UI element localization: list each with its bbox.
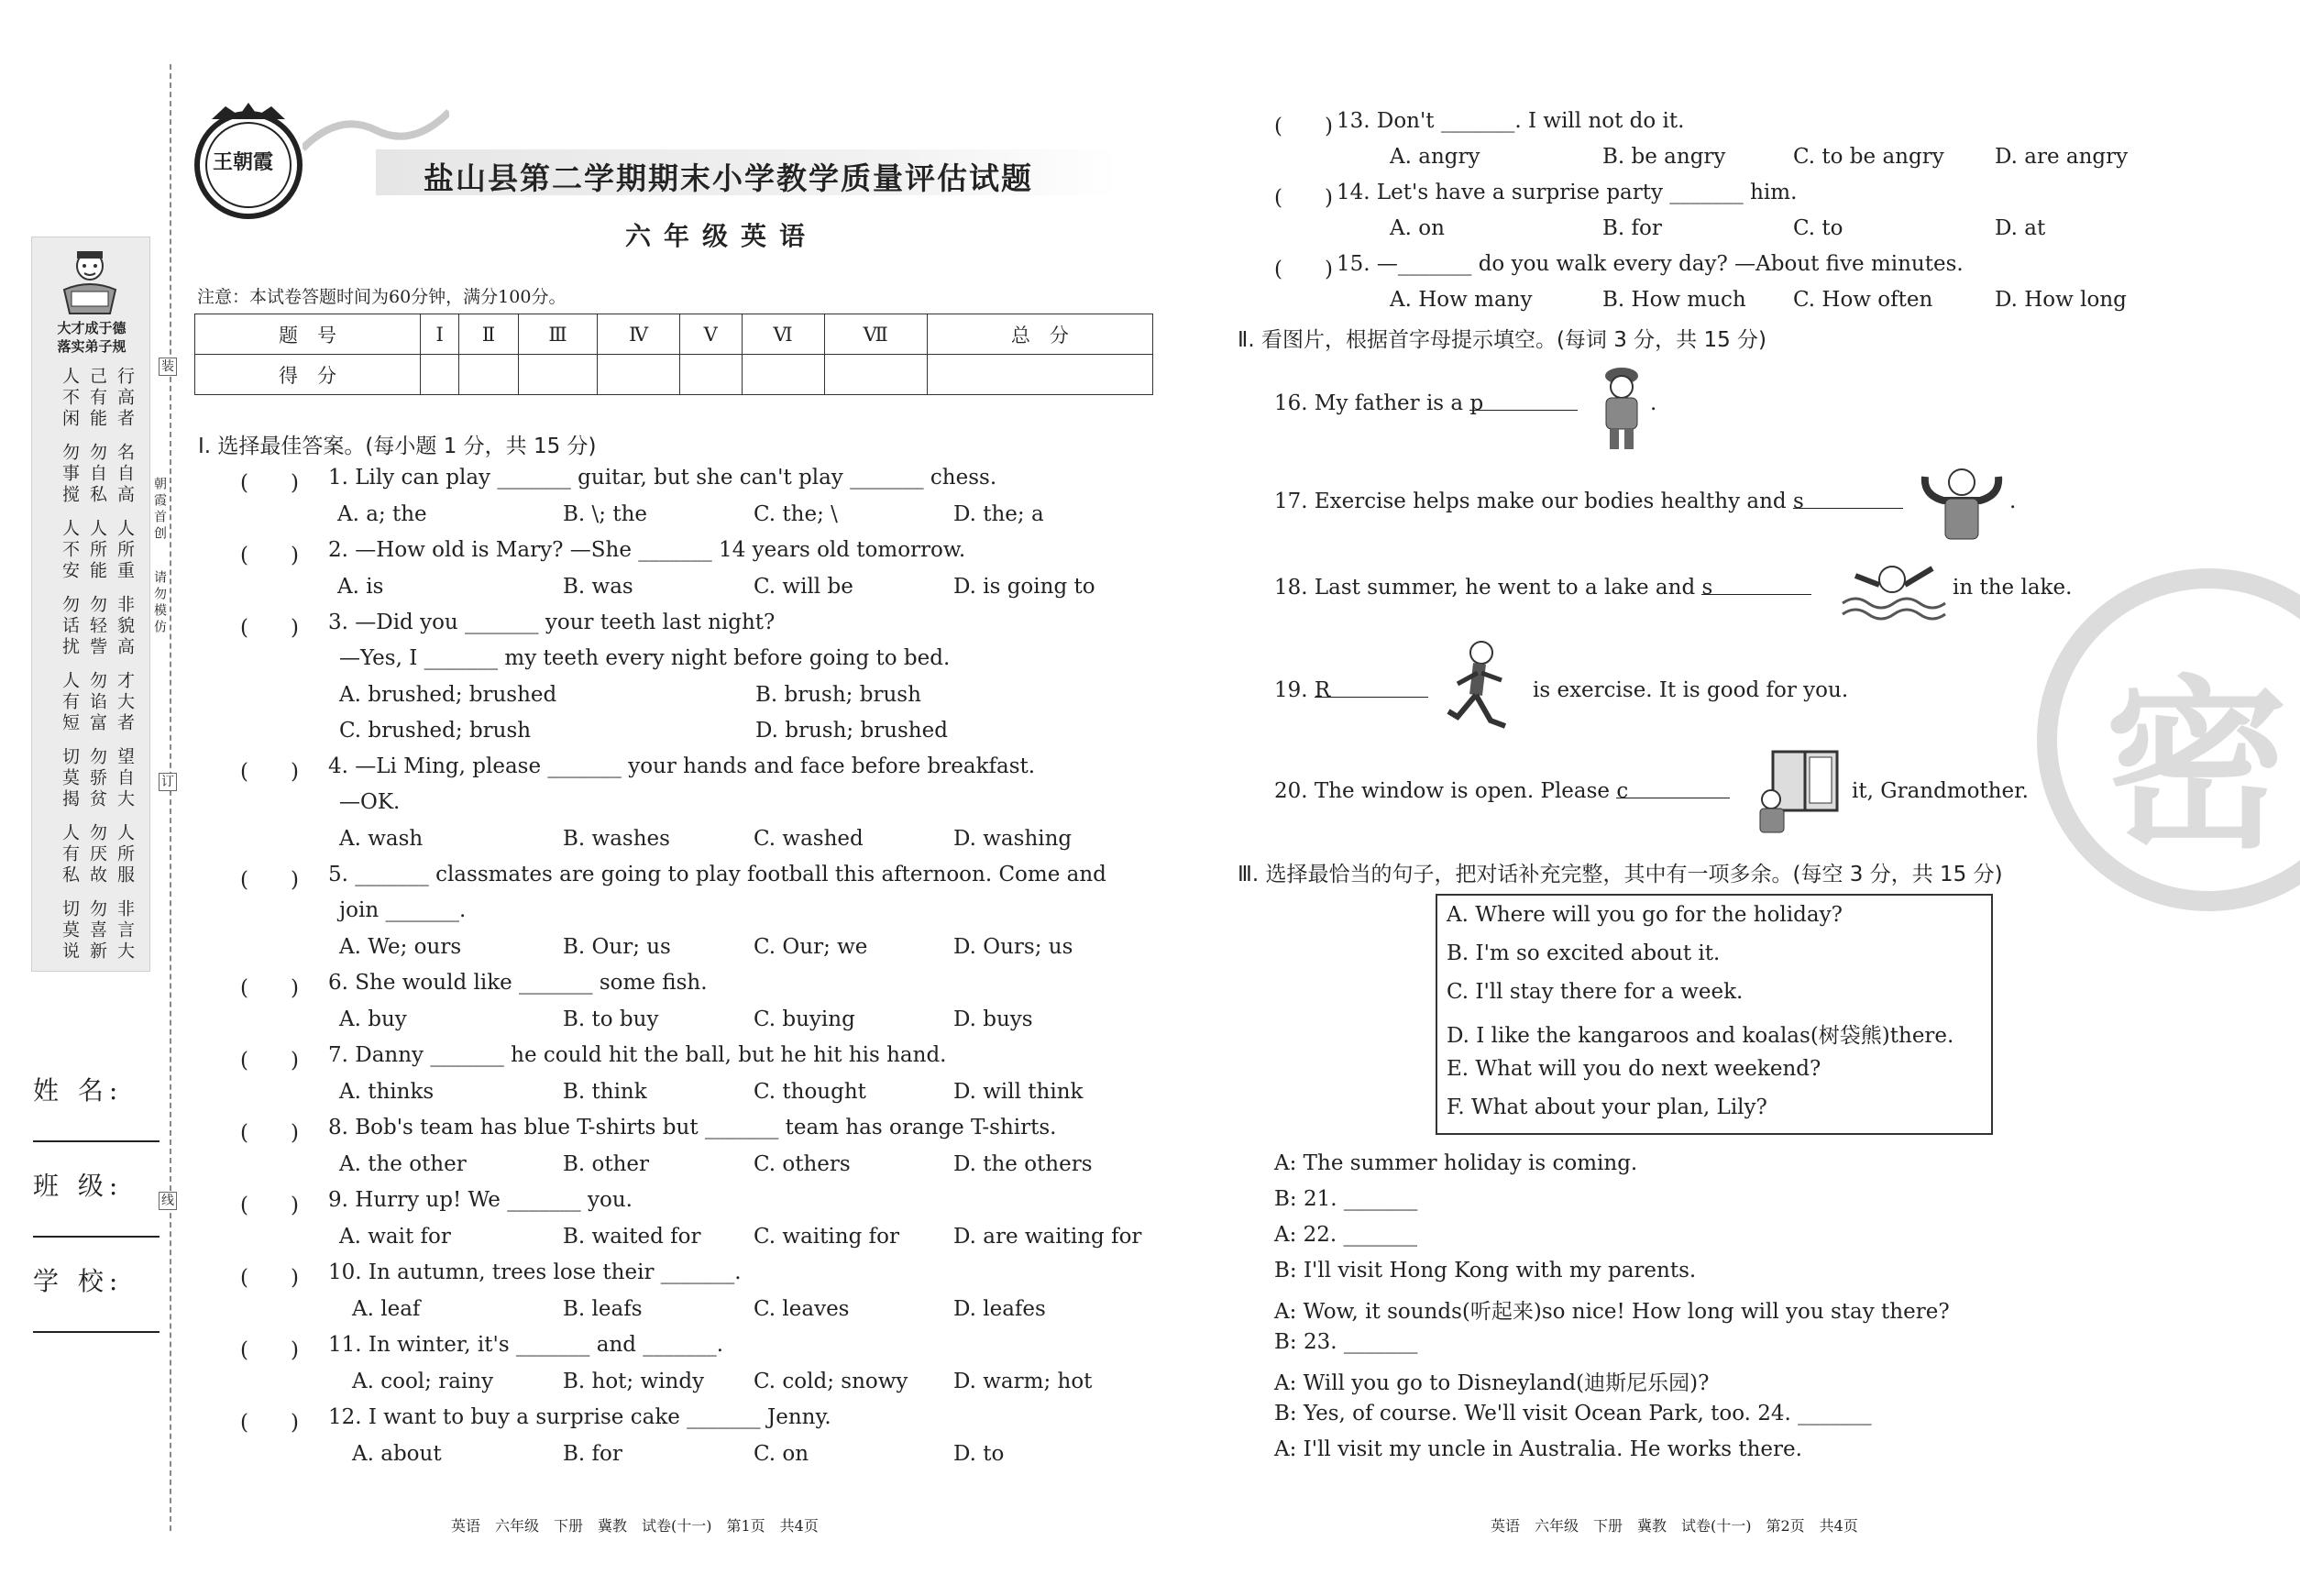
score-header-cell: Ⅳ — [598, 314, 679, 355]
option[interactable]: C. thought — [754, 1080, 866, 1104]
score-cell[interactable] — [518, 355, 598, 395]
dialogue-line: A: Wow, it sounds(听起来)so nice! How long will you stay there? — [1274, 1300, 1950, 1324]
rule-text: 勿谄富 — [87, 671, 107, 734]
answer-paren[interactable]: ( ) — [240, 1194, 299, 1217]
fill-item-suffix: . — [2009, 490, 2017, 513]
answer-paren[interactable]: ( ) — [240, 976, 299, 1000]
section1-heading: Ⅰ. 选择最佳答案。(每小题 1 分，共 15 分) — [198, 435, 597, 458]
dialogue-line: A: The summer holiday is coming. — [1274, 1151, 1638, 1175]
option[interactable]: D. washing — [953, 827, 1073, 851]
option[interactable]: A. wash — [339, 827, 424, 851]
option[interactable]: B. for — [1602, 216, 1662, 240]
rule-text: 非貌高 — [115, 595, 135, 658]
seal-character: 密 — [2105, 660, 2289, 874]
option[interactable]: D. the; a — [953, 502, 1044, 526]
answer-paren[interactable]: ( ) — [240, 1411, 299, 1435]
option[interactable]: A. about — [352, 1442, 442, 1466]
rule-text: 人所重 — [115, 519, 135, 582]
fill-item-suffix: is exercise. It is good for you. — [1533, 678, 1849, 702]
rule-text: 勿事搅 — [60, 443, 80, 506]
page-footer: 英语 六年级 下册 冀教 试卷(十一) 第2页 共4页 — [1491, 1517, 1858, 1535]
score-header-cell: Ⅴ — [679, 314, 742, 355]
section2-heading: Ⅱ. 看图片，根据首字母提示填空。(每词 3 分，共 15 分) — [1238, 328, 1767, 352]
option[interactable]: A. a; the — [337, 502, 427, 526]
rule-text: 勿轻訾 — [87, 595, 107, 658]
answer-paren[interactable]: ( ) — [240, 544, 299, 567]
option[interactable]: C. on — [754, 1442, 809, 1466]
option[interactable]: C. waiting for — [754, 1225, 899, 1249]
fill-letter: c — [1616, 779, 1629, 803]
option[interactable]: D. How long — [1995, 288, 2127, 312]
fold-note: 朝霞首创 — [152, 477, 167, 543]
option[interactable]: A. leaf — [352, 1297, 421, 1321]
dialogue-line: B: I'll visit Hong Kong with my parents. — [1274, 1259, 1697, 1282]
option[interactable]: A. wait for — [339, 1225, 451, 1249]
question-stem: 7. Danny _______ he could hit the ball, but he hit his hand. — [328, 1043, 947, 1067]
score-cell[interactable] — [742, 355, 824, 395]
rule-text: 望自大 — [115, 747, 135, 810]
question-stem: 9. Hurry up! We _______ you. — [328, 1188, 633, 1212]
option[interactable]: B. \; the — [563, 502, 647, 526]
option[interactable]: B. washes — [563, 827, 670, 851]
option[interactable]: D. brush; brushed — [755, 719, 948, 743]
option[interactable]: C. the; \ — [754, 502, 838, 526]
answer-paren[interactable]: ( ) — [240, 1049, 299, 1073]
option[interactable]: C. leaves — [754, 1297, 850, 1321]
option[interactable]: D. Ours; us — [953, 935, 1073, 959]
option[interactable]: D. will think — [953, 1080, 1084, 1104]
dialogue-line[interactable]: B: Yes, of course. We'll visit Ocean Park, too. 24. _______ — [1274, 1402, 1872, 1425]
fill-item-16 — [1274, 391, 1578, 415]
question-stem-line2: —Yes, I _______ my teeth every night before going to bed. — [339, 646, 951, 670]
rule-text: 勿骄贫 — [87, 747, 107, 810]
fill-item-17 — [1274, 490, 1903, 513]
fill-blank[interactable] — [1314, 678, 1428, 702]
option[interactable]: C. others — [754, 1152, 851, 1176]
option[interactable]: A. How many — [1390, 288, 1533, 312]
answer-paren[interactable]: ( ) — [240, 1121, 299, 1145]
option[interactable]: C. buying — [754, 1007, 855, 1031]
answer-paren[interactable]: ( ) — [1274, 115, 1333, 138]
option[interactable]: B. was — [563, 575, 633, 599]
fold-marker: 订 — [159, 773, 177, 791]
motto-line-2: 落实弟子规 — [57, 338, 127, 355]
motto-line-1: 大才成于德 — [57, 320, 127, 336]
option[interactable]: C. Our; we — [754, 935, 868, 959]
answer-paren[interactable]: ( ) — [240, 471, 299, 495]
rule-text: 人不安 — [60, 519, 80, 582]
rule-text: 勿话扰 — [60, 595, 80, 658]
option[interactable]: D. to — [953, 1442, 1005, 1466]
fold-marker: 装 — [159, 358, 177, 376]
question-stem: 11. In winter, it's _______ and _______. — [328, 1333, 724, 1357]
school-label: 学 校: — [33, 1266, 124, 1296]
answer-paren[interactable]: ( ) — [240, 868, 299, 892]
score-cell[interactable] — [598, 355, 679, 395]
option[interactable]: C. washed — [754, 827, 864, 851]
score-row-label: 得 分 — [195, 355, 421, 395]
binding-dashed-line — [170, 64, 171, 1531]
fold-marker: 线 — [159, 1192, 177, 1210]
fill-item-20 — [1274, 779, 1730, 803]
dialogue-line: A: I'll visit my uncle in Australia. He works there. — [1274, 1437, 1802, 1461]
answer-paren[interactable]: ( ) — [240, 760, 299, 784]
option[interactable]: B. to buy — [563, 1007, 659, 1031]
dialogue-line[interactable]: B: 23. _______ — [1274, 1330, 1418, 1354]
policeman-picture-icon — [1593, 358, 1650, 453]
rule-text: 己有能 — [87, 367, 107, 430]
rule-text: 人有私 — [60, 823, 80, 886]
name-field[interactable] — [33, 1140, 160, 1142]
score-cell[interactable] — [459, 355, 518, 395]
rule-text: 勿厌故 — [87, 823, 107, 886]
fill-item-19 — [1274, 678, 1428, 702]
rule-text: 人所能 — [87, 519, 107, 582]
dialogue-line[interactable]: B: 21. _______ — [1274, 1187, 1418, 1211]
score-header-cell: 总 分 — [927, 314, 1152, 355]
question-stem: 2. —How old is Mary? —She _______ 14 years old tomorrow. — [328, 538, 966, 562]
option[interactable]: B. hot; windy — [563, 1370, 705, 1393]
class-field[interactable] — [33, 1236, 160, 1238]
rule-text: 名自高 — [115, 443, 135, 506]
exam-subtitle: 六年级英语 — [625, 221, 819, 251]
option[interactable]: A. buy — [339, 1007, 407, 1031]
question-stem-line2: join _______. — [339, 898, 467, 922]
rule-text: 勿喜新 — [87, 899, 107, 963]
runner-picture-icon — [1445, 638, 1513, 739]
question-stem: 15. —_______ do you walk every day? —About five minutes. — [1337, 252, 1964, 276]
score-cell[interactable] — [927, 355, 1152, 395]
question-stem: 3. —Did you _______ your teeth last night? — [328, 611, 776, 634]
fill-item-prefix: 20. The window is open. Please — [1274, 779, 1611, 803]
question-stem: 13. Don't _______. I will not do it. — [1337, 109, 1685, 133]
option[interactable]: D. buys — [953, 1007, 1033, 1031]
question-stem: 8. Bob's team has blue T-shirts but _______ team has orange T-shirts. — [328, 1116, 1057, 1139]
option[interactable]: D. at — [1995, 216, 2046, 240]
option[interactable]: C. How often — [1793, 288, 1933, 312]
fill-item-suffix: it, Grandmother. — [1852, 779, 2029, 803]
score-header-cell: Ⅰ — [421, 314, 459, 355]
rule-text: 非言大 — [115, 899, 135, 963]
option[interactable]: A. thinks — [339, 1080, 435, 1104]
question-stem: 12. I want to buy a surprise cake _______ Jenny. — [328, 1405, 831, 1429]
choice-item[interactable]: F. What about your plan, Lily? — [1447, 1095, 1767, 1119]
option[interactable]: C. to be angry — [1793, 145, 1944, 169]
answer-paren[interactable]: ( ) — [240, 1338, 299, 1362]
fill-item-prefix: 18. Last summer, he went to a lake and — [1274, 576, 1696, 600]
score-cell[interactable] — [824, 355, 927, 395]
choice-item[interactable]: D. I like the kangaroos and koalas(树袋熊)there. — [1447, 1024, 1954, 1048]
fill-letter: s — [1701, 576, 1713, 600]
choice-item[interactable]: C. I'll stay there for a week. — [1447, 980, 1744, 1004]
score-cell[interactable] — [679, 355, 742, 395]
option[interactable]: A. cool; rainy — [352, 1370, 494, 1393]
fill-item-prefix: 17. Exercise helps make our bodies healthy and — [1274, 490, 1787, 513]
option[interactable]: B. How much — [1602, 288, 1746, 312]
score-header-cell: Ⅱ — [459, 314, 518, 355]
sentence-choice-box — [1436, 894, 1993, 1135]
choice-item[interactable]: B. I'm so excited about it. — [1447, 941, 1721, 965]
rule-text: 人不闲 — [60, 367, 80, 430]
option[interactable]: C. cold; snowy — [754, 1370, 908, 1393]
option[interactable]: A. is — [337, 575, 384, 599]
score-table-score-row — [195, 355, 1153, 395]
rule-text: 切莫揭 — [60, 747, 80, 810]
rule-text: 切莫说 — [60, 899, 80, 963]
name-label: 姓 名: — [33, 1075, 124, 1106]
score-header-cell: 题 号 — [195, 314, 421, 355]
option[interactable]: B. Our; us — [563, 935, 671, 959]
class-label: 班 级: — [33, 1171, 124, 1201]
rule-text: 勿自私 — [87, 443, 107, 506]
score-header-cell: Ⅶ — [824, 314, 927, 355]
option[interactable]: D. are waiting for — [953, 1225, 1142, 1249]
fill-letter: R — [1314, 678, 1331, 702]
fold-note: 请勿模仿 — [152, 570, 167, 636]
fill-item-suffix: in the lake. — [1953, 576, 2073, 600]
fill-item-prefix: 19. — [1274, 678, 1308, 702]
option[interactable]: A. We; ours — [339, 935, 462, 959]
rules-grid — [53, 367, 136, 963]
option[interactable]: A. brushed; brushed — [339, 683, 557, 707]
student-info — [33, 1071, 160, 1333]
exam-title: 盐山县第二学期期末小学教学质量评估试题 — [424, 160, 1033, 196]
scholar-figure-icon — [53, 246, 127, 317]
option[interactable]: A. the other — [339, 1152, 467, 1176]
option[interactable]: B. leafs — [563, 1297, 643, 1321]
exam-note: 注意：本试卷答题时间为60分钟，满分100分。 — [197, 287, 567, 307]
rule-text: 人有短 — [60, 671, 80, 734]
rule-text: 行高者 — [115, 367, 135, 430]
strongman-picture-icon — [1916, 458, 2008, 543]
question-stem: 14. Let's have a surprise party _______ him. — [1337, 181, 1798, 204]
fill-item-suffix: . — [1650, 391, 1657, 415]
fill-blank[interactable] — [1469, 391, 1578, 415]
window-picture-icon — [1755, 746, 1846, 834]
fill-item-18 — [1274, 576, 1811, 600]
question-stem: 1. Lily can play _______ guitar, but she can't play _______ chess. — [328, 466, 997, 490]
question-stem-line2: —OK. — [339, 790, 401, 814]
option[interactable]: B. be angry — [1602, 145, 1726, 169]
section3-heading: Ⅲ. 选择最恰当的句子，把对话补充完整，其中有一项多余。(每空 3 分，共 15 分) — [1238, 863, 2003, 886]
option[interactable]: D. leafes — [953, 1297, 1046, 1321]
rule-text: 才大者 — [115, 671, 135, 734]
page-footer: 英语 六年级 下册 冀教 试卷(十一) 第1页 共4页 — [451, 1517, 819, 1535]
option[interactable]: C. to — [1793, 216, 1843, 240]
school-field[interactable] — [33, 1331, 160, 1333]
option[interactable]: B. for — [563, 1442, 622, 1466]
fill-blank[interactable] — [1792, 490, 1903, 513]
fill-letter: s — [1792, 490, 1804, 513]
dialogue-line[interactable]: A: 22. _______ — [1274, 1223, 1418, 1247]
question-stem: 6. She would like _______ some fish. — [328, 971, 708, 995]
question-stem: 5. _______ classmates are going to play football this afternoon. Come and — [328, 863, 1106, 886]
swimmer-picture-icon — [1837, 548, 1947, 627]
question-stem: 4. —Li Ming, please _______ your hands and face before breakfast. — [328, 754, 1036, 778]
answer-paren[interactable]: ( ) — [240, 616, 299, 640]
answer-paren[interactable]: ( ) — [1274, 258, 1333, 281]
rule-text: 人所服 — [115, 823, 135, 886]
answer-paren[interactable]: ( ) — [1274, 186, 1333, 210]
fill-letter: p — [1469, 391, 1484, 415]
option[interactable]: A. angry — [1390, 145, 1480, 169]
question-stem: 10. In autumn, trees lose their _______. — [328, 1260, 742, 1284]
fill-item-prefix: 16. My father is a — [1274, 391, 1464, 415]
option[interactable]: A. on — [1390, 216, 1445, 240]
option[interactable]: D. warm; hot — [953, 1370, 1093, 1393]
score-header-cell: Ⅵ — [742, 314, 824, 355]
option[interactable]: D. are angry — [1995, 145, 2129, 169]
choice-item[interactable]: A. Where will you go for the holiday? — [1447, 903, 1843, 927]
option[interactable]: B. other — [563, 1152, 650, 1176]
dialogue-line: A: Will you go to Disneyland(迪斯尼乐园)? — [1274, 1371, 1710, 1395]
score-header-cell: Ⅲ — [518, 314, 598, 355]
option[interactable]: D. the others — [953, 1152, 1093, 1176]
score-cell[interactable] — [421, 355, 459, 395]
choice-item[interactable]: E. What will you do next weekend? — [1447, 1057, 1821, 1081]
fill-blank[interactable] — [1616, 779, 1730, 803]
score-table — [194, 314, 1153, 395]
option[interactable]: D. is going to — [953, 575, 1095, 599]
option[interactable]: B. waited for — [563, 1225, 701, 1249]
fill-blank[interactable] — [1701, 576, 1811, 600]
score-table-header-row — [195, 314, 1153, 355]
answer-paren[interactable]: ( ) — [240, 1266, 299, 1290]
option[interactable]: B. think — [563, 1080, 647, 1104]
logo-wordmark: 王朝霞 — [213, 150, 274, 174]
option[interactable]: C. brushed; brush — [339, 719, 532, 743]
option[interactable]: B. brush; brush — [755, 683, 921, 707]
option[interactable]: C. will be — [754, 575, 853, 599]
